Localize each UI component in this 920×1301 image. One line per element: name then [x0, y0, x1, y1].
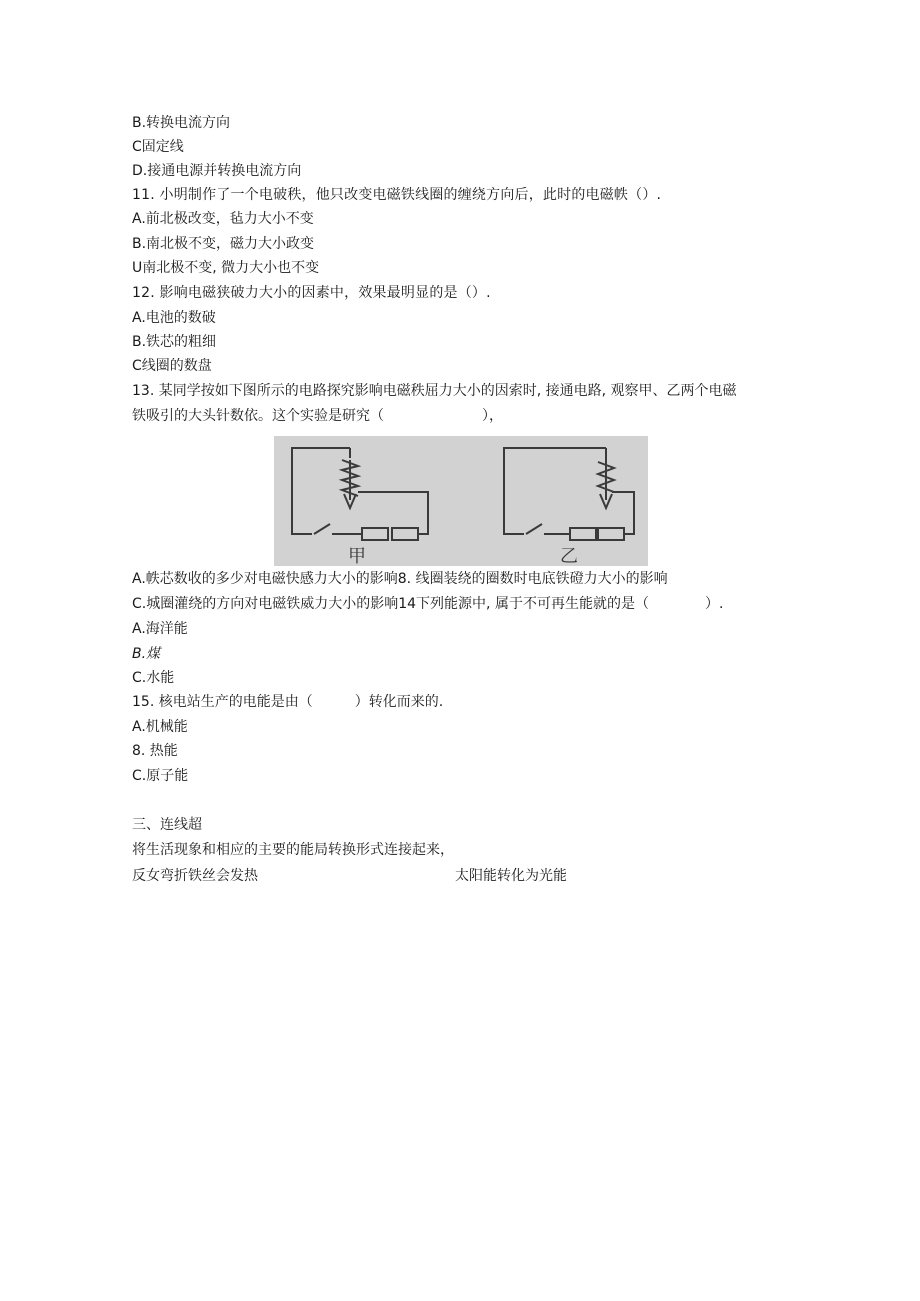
q12-option-a: A.电池的数破 — [132, 310, 216, 326]
match-left-item: 反女弯折铁丝会发热 — [132, 868, 258, 884]
question-11: 11. 小明制作了一个电破秩，他只改变电磁铁线圈的缠绕方向后，此时的电磁帙（）. — [132, 187, 662, 203]
question-13: 13. 某同学按如下图所示的电路探究影响电磁秩屈力大小的因索时, 接通电路, 观察甲、乙两个电磁 — [132, 383, 737, 399]
question-13-cont: 铁吸引的大头针数依。这个实验是研究（ ）， — [132, 408, 503, 424]
circuit-figure — [274, 436, 648, 566]
section-instruction: 将生活现象和相应的主要的能局转换形式连接起来， — [132, 842, 454, 858]
q12-option-b: B.铁芯的粗细 — [132, 334, 217, 350]
option-b-line: B.转换电流方向 — [132, 115, 231, 131]
q15-option-c: C.原子能 — [132, 768, 189, 784]
question-12: 12. 影响电磁狭破力大小的因素中，效果最明显的是（）. — [132, 285, 491, 301]
match-right-item: 太阳能转化为光能 — [455, 868, 567, 884]
section-heading: 三、连线超 — [132, 817, 202, 833]
label-yi: 乙 — [560, 546, 578, 566]
label-jia: 甲 — [348, 546, 366, 566]
circuit-diagram — [274, 436, 648, 566]
question-15: 15. 核电站生产的电能是由（ ）转化而来的. — [132, 694, 444, 710]
q12-option-c: C线圈的数盘 — [132, 358, 212, 374]
q13-option-c-q14: C.城圈灌绕的方向对电磁铁威力大小的影响14下列能源中, 属于不可再生能就的是（ ）. — [132, 596, 724, 612]
q15-option-b: 8. 热能 — [132, 743, 178, 759]
option-c-line: C固定线 — [132, 139, 184, 155]
q14-option-b: B.煤 — [132, 646, 161, 662]
q13-option-a-b: A.帙芯数收的多少对电磁快感力大小的影响8. 线圈装绕的圈数时电底铁磴力大小的影响 — [132, 571, 668, 587]
q11-option-c: U南北极不变, 微力大小也不变 — [132, 260, 320, 276]
option-d-line: D.接通电源并转换电流方向 — [132, 163, 302, 179]
q15-option-a: A.机械能 — [132, 719, 188, 735]
q11-option-a: A.前北极改变，毡力大小不变 — [132, 211, 314, 227]
q11-option-b: B.南北极不变，磁力大小政变 — [132, 236, 315, 252]
q14-option-c: C.水能 — [132, 670, 175, 686]
q14-option-a: A.海洋能 — [132, 621, 188, 637]
